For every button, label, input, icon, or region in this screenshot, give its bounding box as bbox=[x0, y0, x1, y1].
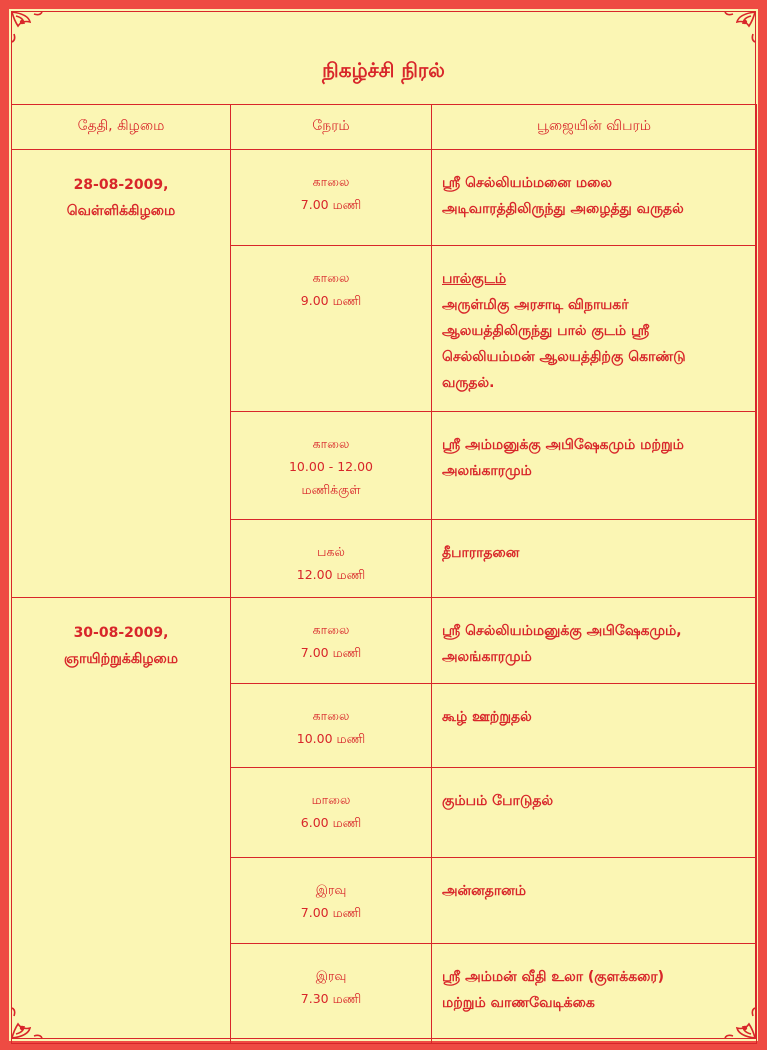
event-description-line: வருதல். bbox=[442, 375, 495, 391]
time-value: 7.00 மணி bbox=[300, 645, 362, 660]
schedule-table bbox=[11, 104, 757, 1044]
event-heading: பால்குடம் bbox=[442, 271, 507, 287]
table-row bbox=[12, 598, 757, 684]
time-value: 6.00 மணி bbox=[300, 815, 362, 830]
detail-cell bbox=[432, 858, 757, 944]
event-description-line: அருள்மிகு அரசாடி விநாயகர் bbox=[442, 297, 629, 313]
event-description-line: ஸ்ரீ அம்மன் வீதி உலா (குளக்கரை) bbox=[442, 969, 665, 985]
time-cell bbox=[231, 412, 432, 520]
time-cell bbox=[231, 150, 432, 246]
time-value: 7.30 மணி bbox=[300, 991, 362, 1006]
detail-cell bbox=[432, 412, 757, 520]
event-description-line: ஸ்ரீ செல்லியம்மனை மலை bbox=[442, 175, 612, 191]
time-cell bbox=[231, 520, 432, 598]
event-description-line: தீபாராதனை bbox=[442, 545, 520, 561]
time-value: 9.00 மணி bbox=[300, 293, 362, 308]
detail-cell bbox=[432, 150, 757, 246]
table-row bbox=[12, 150, 757, 246]
time-value: 7.00 மணி bbox=[300, 905, 362, 920]
time-label: இரவு bbox=[315, 882, 347, 897]
time-value: 12.00 மணி bbox=[296, 567, 366, 582]
event-description-line: கூழ் ஊற்றுதல் bbox=[442, 709, 532, 725]
date-column-header: தேதி, கிழமை bbox=[12, 105, 231, 150]
event-weekday: வெள்ளிக்கிழமை bbox=[66, 203, 176, 219]
event-description-line: ஆலயத்திலிருந்து பால் குடம் ஸ்ரீ bbox=[442, 323, 650, 339]
time-suffix: மணிக்குள் bbox=[301, 482, 361, 497]
event-description-line: ஸ்ரீ செல்லியம்மனுக்கு அபிஷேகமும், bbox=[442, 623, 682, 639]
detail-cell bbox=[432, 944, 757, 1044]
detail-cell bbox=[432, 768, 757, 858]
time-cell bbox=[231, 246, 432, 412]
details-column-header: பூஜையின் விபரம் bbox=[432, 105, 757, 150]
time-column-header: நேரம் bbox=[231, 105, 432, 150]
time-label: காலை bbox=[312, 270, 350, 285]
time-value: 10.00 மணி bbox=[296, 731, 366, 746]
time-cell bbox=[231, 684, 432, 768]
time-cell bbox=[231, 598, 432, 684]
time-label: பகல் bbox=[317, 544, 345, 559]
time-cell bbox=[231, 768, 432, 858]
time-label: காலை bbox=[312, 708, 350, 723]
event-description-line: கும்பம் போடுதல் bbox=[442, 793, 554, 809]
header-row bbox=[12, 105, 757, 150]
detail-cell bbox=[432, 598, 757, 684]
time-label: இரவு bbox=[315, 968, 347, 983]
time-label: காலை bbox=[312, 174, 350, 189]
detail-cell bbox=[432, 246, 757, 412]
event-description-line: மற்றும் வாணவேடிக்கை bbox=[442, 995, 595, 1011]
date-cell bbox=[12, 598, 231, 1044]
event-description-line: அடிவாரத்திலிருந்து அழைத்து வருதல் bbox=[442, 201, 684, 217]
detail-cell bbox=[432, 684, 757, 768]
time-cell bbox=[231, 858, 432, 944]
detail-cell bbox=[432, 520, 757, 598]
time-label: காலை bbox=[312, 436, 350, 451]
page-title: நிகழ்ச்சி நிரல் bbox=[11, 38, 756, 105]
event-description-line: ஸ்ரீ அம்மனுக்கு அபிஷேகமும் மற்றும் bbox=[442, 437, 684, 453]
event-date: 28-08-2009, bbox=[73, 177, 169, 193]
event-description-line: அலங்காரமும் bbox=[442, 649, 532, 665]
time-value: 10.00 - 12.00 bbox=[288, 459, 374, 474]
time-label: மாலை bbox=[311, 792, 351, 807]
time-value: 7.00 மணி bbox=[300, 197, 362, 212]
event-description-line: அன்னதானம் bbox=[442, 883, 526, 899]
time-label: காலை bbox=[312, 622, 350, 637]
event-weekday: ஞாயிற்றுக்கிழமை bbox=[63, 651, 179, 667]
event-description-line: செல்லியம்மன் ஆலயத்திற்கு கொண்டு bbox=[442, 349, 686, 365]
time-cell bbox=[231, 944, 432, 1044]
event-date: 30-08-2009, bbox=[73, 625, 169, 641]
date-cell bbox=[12, 150, 231, 598]
event-description-line: அலங்காரமும் bbox=[442, 463, 532, 479]
